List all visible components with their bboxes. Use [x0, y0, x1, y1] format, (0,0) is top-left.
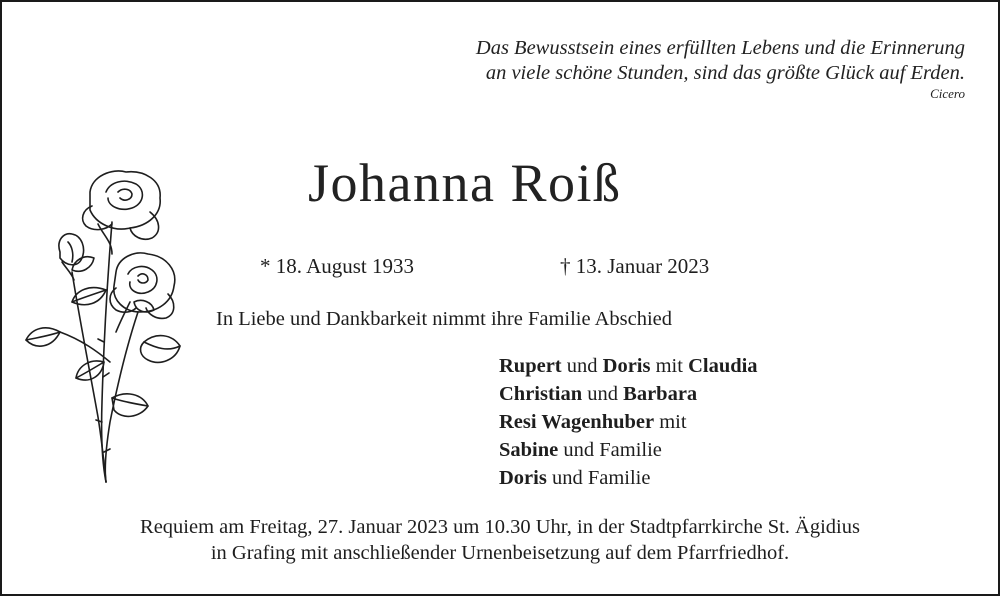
- family-member-name: Rupert: [499, 355, 562, 377]
- rose-illustration: [20, 162, 190, 492]
- family-line: [499, 436, 758, 464]
- family-line: [499, 408, 758, 436]
- family-member-name: Resi Wagenhuber: [499, 411, 655, 433]
- family-member-name: Christian: [499, 383, 583, 405]
- family-connector-text: und: [582, 383, 624, 405]
- farewell-text: In Liebe und Dankbarkeit nimmt ihre Familie Abschied: [216, 308, 673, 330]
- family-member-name: Sabine: [499, 439, 559, 461]
- requiem-line-2: in Grafing mit anschließender Urnenbeisetzung auf dem Pfarrfriedhof.: [210, 542, 790, 564]
- family-connector-text: und Familie: [546, 467, 651, 489]
- family-connector-text: mit: [654, 411, 687, 433]
- requiem-block: [2, 514, 998, 566]
- family-connector-text: und: [561, 355, 603, 377]
- requiem-line-1: Requiem am Freitag, 27. Januar 2023 um 10.30 Uhr, in der Stadtpfarrkirche St. Ägidius: [140, 516, 860, 538]
- quote-author: Cicero: [930, 86, 965, 101]
- family-connector-text: und Familie: [558, 439, 662, 461]
- quote-line-1: Das Bewusstsein eines erfüllten Lebens und die Erinnerung: [475, 37, 965, 59]
- death-date: † 13. Januar 2023: [560, 254, 710, 278]
- family-member-name: Doris: [602, 355, 651, 377]
- family-connector-text: mit: [650, 355, 689, 377]
- family-list: [499, 352, 758, 492]
- quote-line-2: an viele schöne Stunden, sind das größte Glück auf Erden.: [485, 62, 965, 84]
- family-member-name: Claudia: [688, 355, 758, 377]
- family-member-name: Doris: [499, 467, 547, 489]
- family-line: [499, 464, 758, 492]
- family-member-name: Barbara: [623, 383, 698, 405]
- quote-block: [476, 36, 965, 102]
- birth-date: * 18. August 1933: [260, 254, 415, 278]
- family-line: [499, 380, 758, 408]
- family-line: [499, 352, 758, 380]
- deceased-name: Johanna Roiß: [308, 153, 622, 213]
